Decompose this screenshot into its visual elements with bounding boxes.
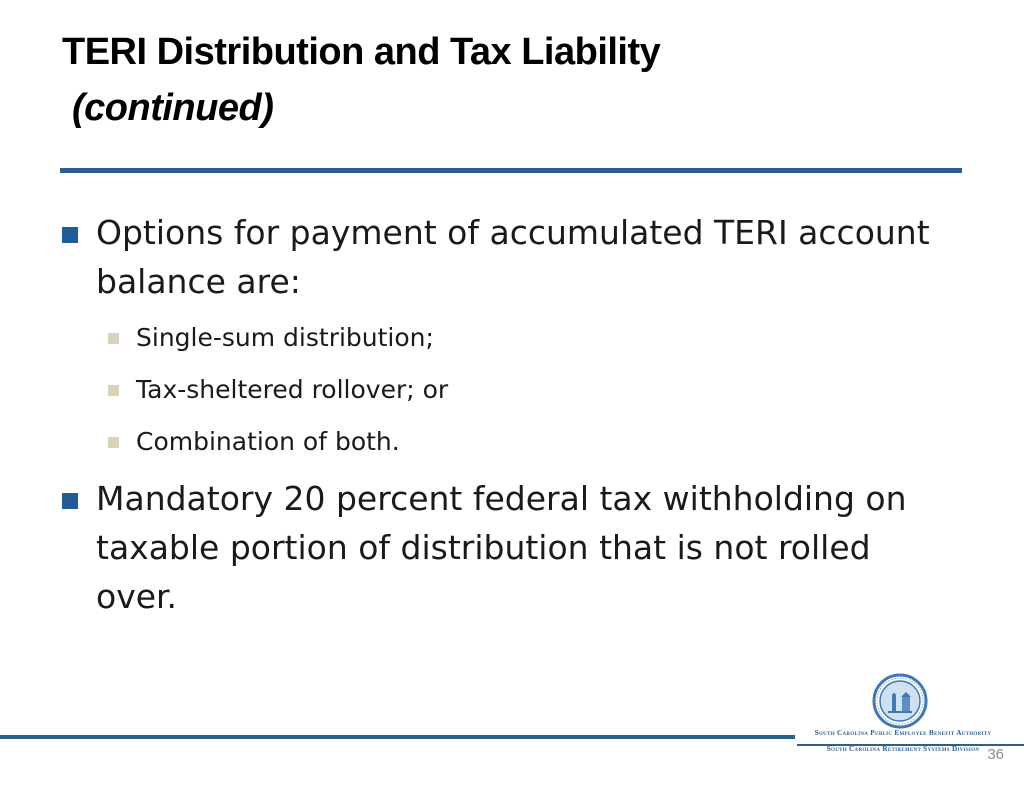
square-bullet-icon [62,227,78,243]
slide-title-line1: TERI Distribution and Tax Liability [62,31,661,73]
small-square-bullet-icon [108,437,119,448]
sub-bullet-item [62,364,962,416]
page-number: 36 [987,746,1004,763]
bullet-text: Mandatory 20 percent federal tax withholding on taxable portion of distribution that is not rolled over. [96,479,907,616]
small-square-bullet-icon [108,333,119,344]
small-square-bullet-icon [108,385,119,396]
sub-bullet-list [62,312,962,468]
slide-title [62,24,942,136]
sub-bullet-item [62,312,962,364]
sub-bullet-item [62,416,962,468]
bullet-text: Options for payment of accumulated TERI account balance are: [96,213,930,301]
organization-line1: South Carolina Public Employee Benefit Authority [814,729,992,737]
bullet-item [62,208,962,306]
footer-divider [0,735,795,739]
bullet-item [62,474,962,621]
slide-title-line2: (continued) [72,87,274,129]
state-seal-icon [872,673,928,729]
organization-line2: South Carolina Retirement Systems Division [826,745,980,753]
bullet-list [62,208,962,629]
sub-bullet-text: Single-sum distribution; [136,323,434,352]
square-bullet-icon [62,493,78,509]
sub-bullet-text: Combination of both. [136,427,400,456]
title-divider [60,168,962,173]
sub-bullet-text: Tax-sheltered rollover; or [136,375,449,404]
